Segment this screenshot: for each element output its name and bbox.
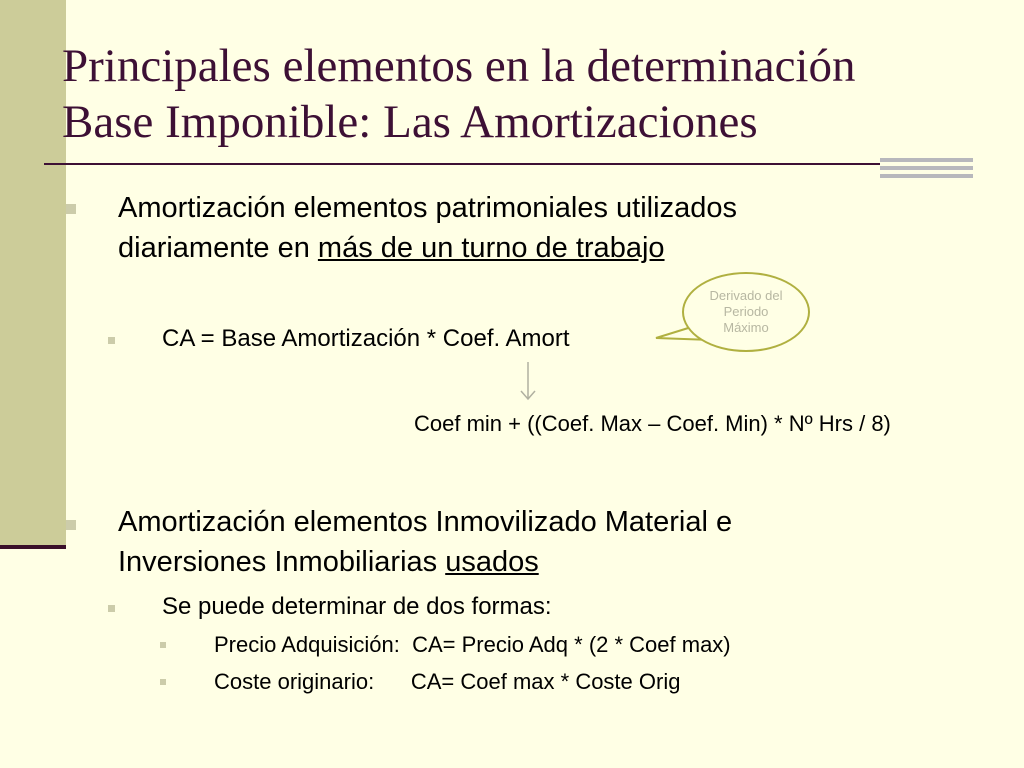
bullet-square-icon-2 bbox=[66, 520, 76, 530]
callout-text: Derivado del Periodo Máximo bbox=[709, 288, 783, 335]
coef-formula: Coef min + ((Coef. Max – Coef. Min) * Nº Hrs / 8) bbox=[414, 411, 891, 436]
section2-sub: Se puede determinar de dos formas: bbox=[162, 593, 552, 620]
callout-bubble bbox=[682, 272, 810, 352]
title-line-1: Principales elementos en la determinación bbox=[62, 40, 856, 92]
formula-ca: CA = Base Amortización * Coef. Amort bbox=[162, 325, 570, 352]
method-item-2: Coste originario: CA= Coef max * Coste Orig bbox=[214, 669, 681, 694]
arrow-down-icon bbox=[516, 360, 540, 404]
section2-line-2-prefix: Inversiones Inmobiliarias bbox=[118, 546, 446, 578]
section1-underlined-text: más de un turno de trabajo bbox=[317, 232, 665, 264]
title-line-2: Base Imponible: Las Amortizaciones bbox=[62, 96, 758, 148]
method-item-1: Precio Adquisición: CA= Precio Adq * (2 * Coef max) bbox=[214, 632, 731, 657]
item-bullet-icon-2 bbox=[160, 679, 166, 685]
item-bullet-icon-1 bbox=[160, 642, 166, 648]
section2-line-1: Amortización elementos Inmovilizado Material e bbox=[118, 506, 733, 538]
section1-line-1: Amortización elementos patrimoniales utilizados bbox=[118, 192, 737, 224]
section1-line-2-prefix: diariamente en bbox=[118, 232, 318, 264]
section2-underlined-text: usados bbox=[445, 546, 539, 578]
sub-bullet-icon-2 bbox=[108, 605, 115, 612]
section2-line-2 bbox=[118, 542, 539, 582]
